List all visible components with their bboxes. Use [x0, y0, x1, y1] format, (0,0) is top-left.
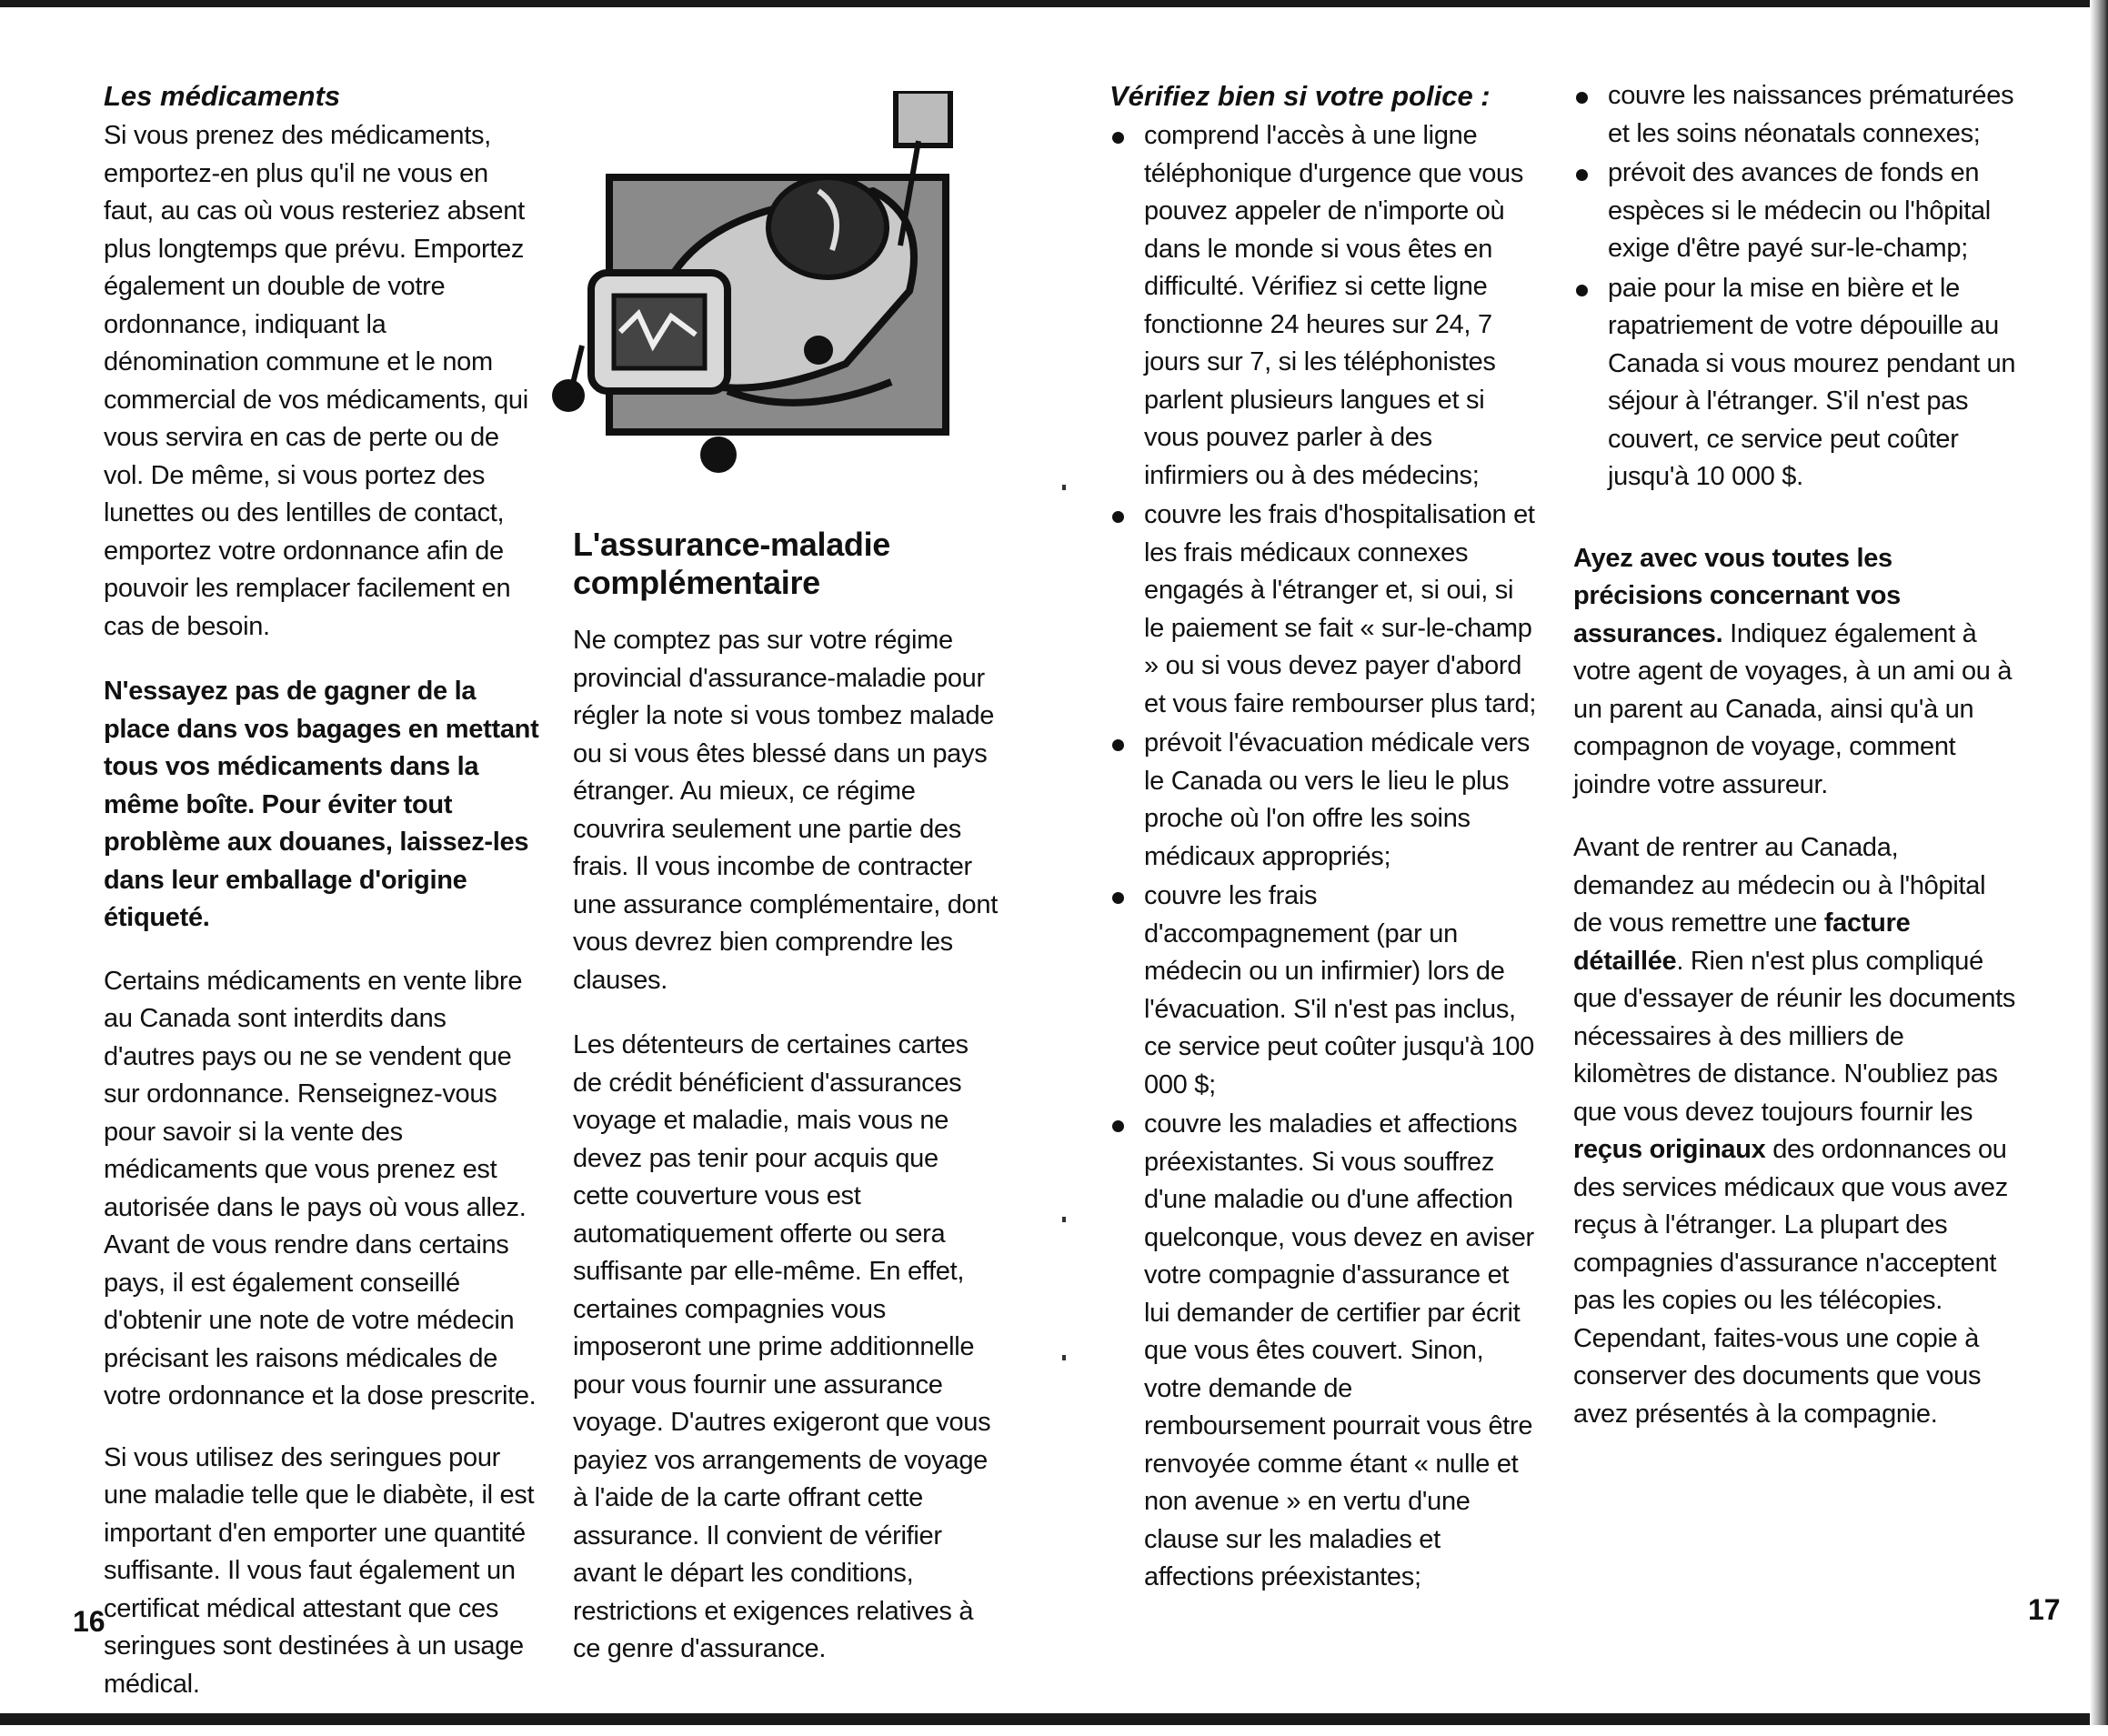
list-item: prévoit l'évacuation médicale vers le Canada ou vers le lieu le plus proche où l'on offre les soins médicaux appropriés; [1109, 725, 1537, 876]
paragraph-assurance-2: Les détenteurs de certaines cartes de crédit bénéficient d'assurances voyage et maladie, mais vous ne devez pas tenir pour acquis que cette couverture vous est automatiquement offerte ou sera suffisante par elle-même. En effet, certaines compagnies vous imposeront une prime additionnelle pour vous fournir une assurance voyage. D'autres exigeront que vous payiez vos arrangements de voyage à l'aide de la carte offrant cette assurance. Il convient de vérifier avant le départ les conditions, restrictions et exigences relatives à ce genre d'assurance. [573, 1030, 991, 1663]
bullet-icon [1112, 1120, 1124, 1132]
scan-speck [1062, 1217, 1066, 1222]
column-assurance [573, 526, 1000, 1701]
column-medicaments [104, 77, 540, 1736]
checklist-police [1109, 117, 1537, 1597]
precisions-bold-lead: Ayez avec vous toutes les précisions concernant vos assurances. [1573, 543, 1901, 648]
bullet-icon [1576, 285, 1588, 296]
bullet-icon [1576, 169, 1588, 181]
paragraph-medicaments-1: Si vous prenez des médicaments, emportez-en plus qu'il ne vous en faut, au cas où vous resteriez absent plus longtemps que prévu. Emportez également un double de votre ordonnance, indiquant la dénomination commune et le nom commercial de vos médicaments, qui vous servira en cas de perte ou de vol. De même, si vous portez des lunettes ou des lentilles de contact, emportez votre ordonnance afin de pouvoir les remplacer facilement en cas de besoin. [104, 121, 528, 641]
bullet-icon [1112, 132, 1124, 144]
list-item: prévoit des avances de fonds en espèces si le médecin ou l'hôpital exige d'être payé sur-le-champ; [1573, 155, 2019, 268]
paragraph-seringues: Si vous utilisez des seringues pour une maladie telle que le diabète, il est important d'en emporter une quantité suffisante. Il vous faut également un certificat médical attestant que ces seringues sont destinées à un usage médical. [104, 1442, 535, 1699]
column-verifiez [1109, 77, 1537, 1599]
paragraph-medicaments-2: Certains médicaments en vente libre au Canada sont interdits dans d'autres pays ou ne se vendent que sur ordonnance. Renseignez-vous pour savoir si la vente des médicaments que vous prenez est autorisée dans le pays où vous allez. Avant de vous rendre dans certains pays, il est également conseillé d'obtenir une note de votre médecin précisant les raisons médicales de votre ordonnance et la dose prescrite. [104, 966, 537, 1410]
scan-border-top [0, 0, 2108, 7]
scan-speck [1062, 1355, 1066, 1360]
paragraph-assurance-1: Ne comptez pas sur votre régime provincial d'assurance-maladie pour régler la note si vous tombez malade ou si vous êtes blessé dans un pays étranger. Au mieux, ce régime couvrira seulement une partie des frais. Il vous incombe de contracter une assurance complémentaire, dont vous devrez bien comprendre les clauses. [573, 626, 998, 995]
bullet-icon [1112, 511, 1124, 523]
bullet-icon [1576, 92, 1588, 104]
heading-verifiez: Vérifiez bien si votre police : [1109, 80, 1491, 112]
list-item: paie pour la mise en bière et le rapatriement de votre dépouille au Canada si vous mourez pendant un séjour à l'étranger. S'il n'est pas couvert, ce service peut coûter jusqu'à 10 000 $. [1573, 270, 2019, 497]
list-item: couvre les maladies et affections préexistantes. Si vous souffrez d'une maladie ou d'une affection quelconque, vous devez en aviser votre compagnie d'assurance et lui demander de certifier par écrit que vous êtes couvert. Sinon, votre demande de remboursement pourrait vous être renvoyée comme étant « nulle et non avenue » en vertu d'une clause sur les maladies et affections préexistantes; [1109, 1106, 1537, 1597]
list-item: couvre les naissances prématurées et les soins néonatals connexes; [1573, 77, 2019, 153]
list-item: comprend l'accès à une ligne téléphonique d'urgence que vous pouvez appeler de n'importe où dans le monde si vous êtes en difficulté. Vérifiez si cette ligne fonctionne 24 heures sur 24, 7 jours sur 7, si les téléphonistes parlent plusieurs langues et si vous pouvez parler à des infirmiers ou à des médecins; [1109, 117, 1537, 495]
paragraph-bagages-bold: N'essayez pas de gagner de la place dans vos bagages en mettant tous vos médicaments dans la même boîte. Pour éviter tout problème aux douanes, laissez-les dans leur emballage d'origine étiqueté. [104, 677, 539, 932]
bullet-icon [1112, 892, 1124, 904]
page-number-left: 16 [73, 1605, 105, 1638]
scan-speck [1062, 485, 1066, 490]
paragraph-facture: Avant de rentrer au Canada, demandez au médecin ou à l'hôpital de vous remettre une facture détaillée. Rien n'est plus compliqué que d'essayer de réunir les documents nécessaires à des milliers de kilomètres de distance. N'oubliez pas que vous devez toujours fournir les reçus originaux des ordonnances ou des services médicaux que vous avez reçus à l'étranger. La plupart des compagnies d'assurance n'acceptent pas les copies ou les télécopies. Cependant, faites-vous une copie à conserver des documents que vous avez présentés à la compagnie. [1573, 833, 2016, 1429]
page-number-right: 17 [2028, 1593, 2061, 1626]
heading-medicaments: Les médicaments [104, 80, 341, 112]
recus-originaux-bold: reçus originaux [1573, 1135, 1766, 1164]
column-precisions [1573, 77, 2019, 1466]
checklist-police-continued [1573, 77, 2019, 497]
paragraph-precisions: Ayez avec vous toutes les précisions concernant vos assurances. Indiquez également à votre agent de voyages, à un ami ou à un parent au Canada, ainsi qu'à un compagnon de voyage, comment joindre votre assureur. [1573, 543, 2013, 799]
section-title-assurance: L'assurance-maladie complémentaire [573, 526, 891, 601]
list-item: couvre les frais d'hospitalisation et les frais médicaux connexes engagés à l'étranger et, si oui, si le paiement se fait « sur-le-champ » ou si vous devez payer d'abord et vous faire rembourser plus tard; [1109, 497, 1537, 723]
list-item: couvre les frais d'accompagnement (par un médecin ou un infirmier) lors de l'évacuation. S'il n'est pas inclus, ce service peut coûter jusqu'à 100 000 $; [1109, 878, 1537, 1104]
hospital-bed-illustration [546, 91, 982, 477]
facture-detaillee-bold: facture détaillée [1573, 908, 1911, 976]
bullet-icon [1112, 739, 1124, 751]
scan-border-right [2090, 0, 2108, 1725]
